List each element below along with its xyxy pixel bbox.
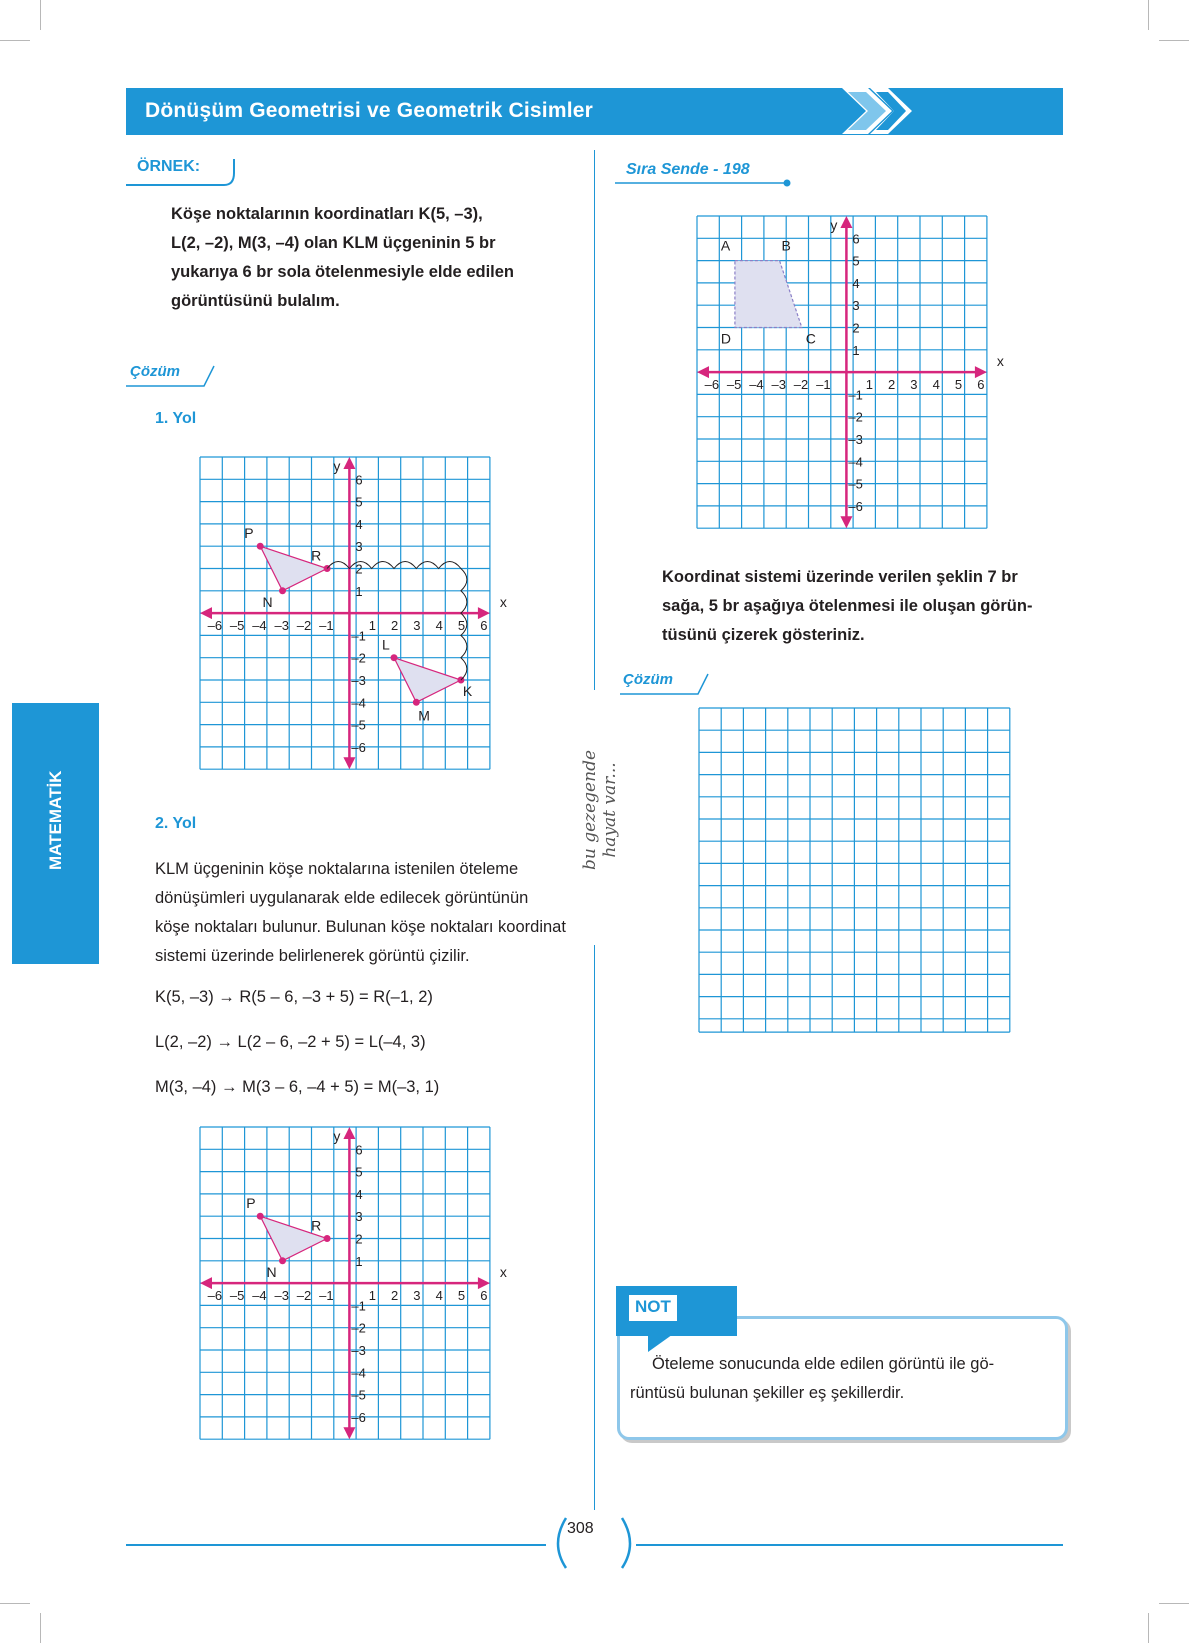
vertical-slogan: bu gezegende hayat var...	[580, 749, 620, 871]
question-line: tüsünü çizerek gösteriniz.	[662, 626, 865, 644]
sira-sende-tag: Sıra Sende - 198	[626, 161, 750, 178]
y-tick-label: 1	[355, 583, 363, 599]
question-line: L(2, –2), M(3, –4) olan KLM üçgeninin 5 br	[171, 234, 496, 252]
point-p	[257, 1213, 264, 1220]
x-tick-label: –1	[319, 618, 334, 634]
paragraph-line: dönüşümleri uygulanarak elde edilecek görüntünün	[155, 889, 529, 907]
page-number-frame	[548, 1508, 640, 1578]
y-tick-label: –2	[351, 1320, 366, 1336]
coordinate-graph-1	[198, 455, 528, 785]
x-tick-label: 1	[368, 618, 376, 634]
x-tick-label: –2	[296, 1288, 312, 1304]
crop-mark	[0, 1603, 30, 1604]
point-m	[413, 699, 420, 706]
y-tick-label: –5	[351, 1387, 366, 1403]
x-tick-label: –1	[319, 1288, 334, 1304]
x-tick-label: –4	[749, 377, 764, 393]
y-axis-arrow-down	[343, 757, 355, 769]
point-label-n: N	[266, 1263, 277, 1280]
point-p	[257, 543, 264, 550]
point-r	[324, 1235, 331, 1242]
y-tick-label: 4	[852, 275, 860, 291]
point-n	[279, 1257, 286, 1264]
y-tick-label: –3	[848, 432, 863, 447]
x-tick-label: 4	[435, 1288, 443, 1304]
x-tick-label: 3	[910, 377, 918, 393]
y-tick-label: –2	[351, 650, 366, 666]
y-tick-label: –4	[351, 695, 366, 711]
point-label-p: P	[246, 1195, 256, 1212]
y-tick-label: –4	[848, 454, 863, 470]
yol2-paragraph	[155, 855, 572, 971]
equation-l: L(2, –2) → L(2 – 6, –2 + 5) = L(–4, 3)	[155, 1033, 426, 1051]
axes	[200, 1127, 490, 1439]
crop-mark	[40, 1613, 41, 1643]
x-tick-label: 1	[865, 377, 873, 393]
x-tick-label: 5	[954, 377, 963, 393]
column-divider	[594, 945, 595, 1510]
y-axis-label: y	[333, 458, 341, 474]
y-tick-label: 6	[355, 472, 363, 488]
y-tick-label: –5	[848, 476, 863, 492]
ornek-tag: ÖRNEK:	[137, 158, 201, 175]
paragraph-line: sistemi üzerinde belirlenerek görüntü çizilir.	[155, 947, 470, 965]
point-label-n: N	[262, 593, 273, 610]
x-tick-label: 6	[480, 618, 488, 634]
y-axis-label: y	[830, 217, 838, 233]
x-axis-label: x	[499, 1264, 507, 1281]
y-axis-label: y	[333, 1128, 341, 1144]
y-tick-label: 3	[355, 1209, 363, 1225]
point-l	[391, 654, 398, 661]
side-tab-label: MATEMATİK	[46, 770, 65, 870]
y-tick-label: 3	[355, 539, 363, 555]
question-line: görüntüsünü bulalım.	[171, 292, 340, 310]
sira-sende-question	[662, 563, 1062, 650]
y-axis-arrow-up	[343, 457, 355, 469]
paragraph-line: köşe noktaları bulunur. Bulunan köşe noktaları koordinat	[155, 918, 566, 936]
question-line: Koordinat sistemi üzerinde verilen şeklin 7 br	[662, 568, 1018, 586]
y-tick-label: 6	[355, 1142, 363, 1158]
y-axis-arrow-down	[840, 516, 852, 528]
y-tick-label: –6	[351, 739, 366, 755]
y-tick-label: –2	[848, 409, 863, 425]
cozum-label: Çözüm	[130, 363, 180, 380]
crop-mark	[1148, 1613, 1149, 1643]
y-tick-label: –5	[351, 717, 366, 733]
x-axis-label: x	[996, 353, 1004, 370]
x-tick-label: –5	[229, 618, 245, 634]
point-n	[279, 587, 286, 594]
note-text	[630, 1350, 1050, 1408]
x-tick-label: 4	[932, 377, 940, 393]
x-tick-label: –4	[252, 618, 267, 634]
x-tick-label: 2	[391, 1288, 399, 1304]
point-label-b: B	[781, 237, 791, 254]
x-tick-label: –6	[207, 1288, 223, 1304]
point-label-m: M	[418, 707, 430, 724]
y-tick-label: 5	[852, 253, 860, 269]
coordinate-graph-2	[198, 1125, 528, 1455]
y-tick-label: –1	[351, 1298, 366, 1314]
x-tick-label: –5	[229, 1288, 245, 1304]
footer-line	[636, 1544, 1063, 1546]
y-axis-arrow-down	[343, 1427, 355, 1439]
y-tick-label: 1	[852, 342, 860, 358]
x-tick-label: –1	[816, 377, 831, 393]
x-tick-label: –6	[207, 618, 223, 634]
y-tick-label: 3	[852, 298, 860, 314]
column-divider	[594, 150, 595, 690]
crop-mark	[1159, 40, 1189, 41]
yol1-heading: 1. Yol	[155, 410, 197, 427]
chevron-arrows-icon	[840, 80, 920, 142]
y-tick-label: –3	[351, 673, 366, 688]
y-tick-label: 6	[852, 231, 860, 247]
point-label-k: K	[462, 683, 473, 699]
question-line: sağa, 5 br aşağıya ötelenmesi ile oluşan görün-	[662, 597, 1033, 615]
y-axis-arrow-up	[343, 1127, 355, 1139]
crop-mark	[40, 0, 41, 30]
axes	[200, 457, 490, 769]
x-tick-label: 2	[391, 618, 399, 634]
y-tick-label: –1	[351, 628, 366, 644]
yol2-heading: 2. Yol	[155, 815, 197, 832]
x-tick-label: 1	[368, 1288, 376, 1304]
question-line: yukarıya 6 br sola ötelenmesiyle elde edilen	[171, 263, 514, 281]
point-label-r: R	[311, 1217, 322, 1234]
y-tick-label: –4	[351, 1365, 366, 1381]
x-tick-label: –3	[771, 377, 786, 393]
y-tick-label: –3	[351, 1343, 366, 1358]
paragraph-line: KLM üçgeninin köşe noktalarına istenilen öteleme	[155, 860, 519, 878]
page-number: 308	[567, 1520, 594, 1537]
ornek-question	[171, 200, 514, 316]
y-tick-label: 5	[355, 494, 363, 510]
y-tick-label: 5	[355, 1164, 363, 1180]
y-tick-label: 2	[852, 320, 860, 336]
x-tick-label: 3	[413, 1288, 421, 1304]
x-tick-label: 4	[435, 618, 443, 634]
note-line: rüntüsü bulunan şekiller eş şekillerdir.	[630, 1384, 905, 1402]
x-tick-label: –3	[274, 1288, 289, 1304]
y-tick-label: 2	[355, 561, 363, 577]
x-tick-label: 5	[457, 1288, 466, 1304]
note-line: Öteleme sonucunda elde edilen görüntü ile gö-	[652, 1355, 995, 1373]
x-tick-label: –3	[274, 618, 289, 634]
y-tick-label: –6	[848, 498, 863, 514]
point-label-d: D	[720, 330, 732, 347]
equation-k: K(5, –3) → R(5 – 6, –3 + 5) = R(–1, 2)	[155, 988, 433, 1006]
y-tick-label: –6	[351, 1409, 366, 1425]
x-tick-label: –5	[726, 377, 742, 393]
x-tick-label: –6	[704, 377, 720, 393]
coordinate-graph-3	[695, 214, 1025, 544]
page-title: Dönüşüm Geometrisi ve Geometrik Cisimler	[145, 99, 593, 122]
x-tick-label: –4	[252, 1288, 267, 1304]
x-tick-label: 6	[977, 377, 985, 393]
point-label-p: P	[244, 525, 254, 542]
x-tick-label: 2	[888, 377, 896, 393]
answer-grid[interactable]	[698, 707, 1011, 1034]
x-tick-label: 6	[480, 1288, 488, 1304]
crop-mark	[1148, 0, 1149, 30]
x-axis-label: x	[499, 594, 507, 611]
point-label-l: L	[382, 636, 390, 653]
crop-mark	[1159, 1603, 1189, 1604]
point-label-r: R	[311, 547, 322, 564]
x-tick-label: 3	[413, 618, 421, 634]
point-label-c: C	[805, 330, 816, 347]
point-label-a: A	[720, 237, 731, 254]
question-line: Köşe noktalarının koordinatları K(5, –3),	[171, 205, 483, 223]
y-tick-label: 4	[355, 1186, 363, 1202]
y-tick-label: –1	[848, 387, 863, 403]
sira-sende-cozum-label: Çözüm	[623, 671, 673, 688]
y-tick-label: 2	[355, 1231, 363, 1247]
y-tick-label: 1	[355, 1253, 363, 1269]
footer-line	[126, 1544, 546, 1546]
shape-abcd	[735, 261, 802, 328]
note-label: NOT	[629, 1295, 677, 1321]
x-tick-label: –2	[296, 618, 312, 634]
x-tick-label: –2	[793, 377, 809, 393]
x-tick-label: 5	[457, 618, 466, 634]
equation-m: M(3, –4) → M(3 – 6, –4 + 5) = M(–3, 1)	[155, 1078, 440, 1096]
crop-mark	[0, 40, 30, 41]
y-axis-arrow-up	[840, 216, 852, 228]
y-tick-label: 4	[355, 516, 363, 532]
